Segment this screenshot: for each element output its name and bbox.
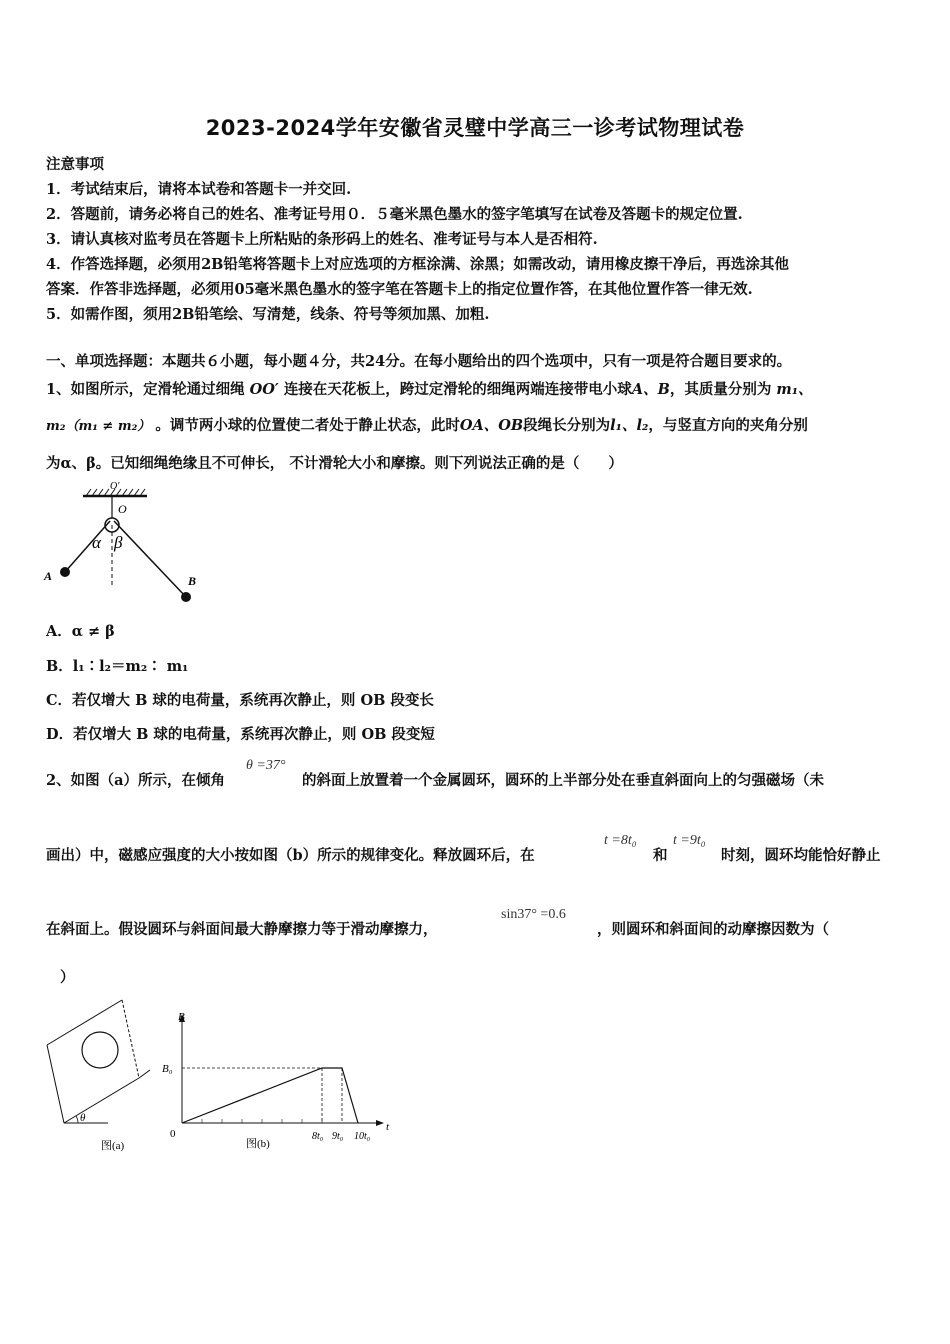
- caption-a: 图(a): [101, 1140, 125, 1152]
- q1-line2: [46, 414, 808, 435]
- b-curve: [182, 1068, 358, 1123]
- notice-item: 1．考试结束后，请将本试卷和答题卡一并交回.: [46, 181, 352, 198]
- rope-oa: [65, 521, 110, 572]
- y-label: B: [178, 1011, 185, 1023]
- q2-line2-a: 画出）中，磁感应强度的大小按如图（b）所示的规律变化。释放圆环后，在: [46, 847, 535, 864]
- ball-b: [181, 592, 191, 602]
- q1-option-d: D．若仅增大 B 球的电荷量，系统再次静止，则 OB 段变短: [46, 726, 435, 743]
- q1-text: 连接在天花板上，跨过定滑轮的细绳两端连接带电小球: [283, 381, 632, 398]
- q2-line1-a: 2、如图（a）所示，在倾角: [46, 772, 225, 789]
- q2-sin-formula: sin37° =0.6: [501, 907, 566, 922]
- label-o: O: [118, 502, 127, 516]
- q2-line4: ）: [60, 969, 75, 986]
- origin-label: 0: [170, 1128, 176, 1140]
- label-a: A: [44, 569, 53, 583]
- q2-figure-a: [42, 990, 172, 1155]
- incline-edge-top: [47, 1000, 122, 1045]
- q1-symbol-m1: m₁、: [776, 381, 813, 398]
- q1-text: ，与竖直方向的夹角分别: [648, 417, 808, 434]
- q1-line3: 为α、β。已知细绳绝缘且不可伸长， 不计滑轮大小和摩擦。则下列说法正确的是（ ）: [46, 455, 623, 472]
- q1-option-b: B．l₁∶l₂＝m₂∶ m₁: [46, 658, 189, 675]
- label-o-prime: O′: [110, 481, 120, 492]
- q2-line3-a: 在斜面上。假设圆环与斜面间最大静摩擦力等于滑动摩擦力，: [46, 921, 438, 938]
- q2-time-formula-2: t =9t₀: [673, 833, 706, 848]
- notice-item: 答案．作答非选择题，必须用05毫米黑色墨水的签字笔在答题卡上的指定位置作答，在其他位置作答一律无效.: [46, 281, 753, 298]
- label-b: B: [188, 574, 197, 588]
- q1-pulley-figure: [40, 476, 210, 611]
- q1-symbol-l: l₁、l₂: [610, 417, 649, 434]
- q1-text: 段绳长分别为: [523, 417, 611, 434]
- field-boundary: [122, 1000, 139, 1078]
- caption-b: 图(b): [246, 1138, 270, 1150]
- notice-item: 2．答题前，请务必将自己的姓名、准考证号用０．５毫米黑色墨水的签字笔填写在试卷及答题卡的规定位置.: [46, 206, 743, 223]
- q2-theta-formula: θ =37°: [246, 758, 286, 773]
- metal-ring: [82, 1032, 118, 1068]
- q1-line1: [46, 378, 813, 399]
- q1-text: 。调节两小球的位置使二者处于静止状态，此时: [155, 417, 460, 434]
- page-title: 2023-2024学年安徽省灵璧中学高三一诊考试物理试卷: [205, 116, 745, 140]
- q1-symbol-oo: OO′: [249, 381, 279, 398]
- notice-heading: 注意事项: [46, 156, 104, 173]
- incline-edge-left: [47, 1045, 64, 1123]
- y-tick-b0: B₀: [162, 1063, 173, 1075]
- notice-item: 4．作答选择题，必须用2B铅笔将答题卡上对应选项的方框涂满、涂黑；如需改动，请用橡皮擦干净后，再选涂其他: [46, 256, 789, 273]
- angle-arc: [76, 1116, 78, 1123]
- x-tick-10t0: 10t₀: [354, 1131, 371, 1142]
- q2-line2-and: 和: [653, 847, 668, 864]
- incline-edge-extend: [139, 1070, 150, 1078]
- q1-symbol-oaob: OA、OB: [459, 417, 524, 434]
- q1-option-a: A．α ≠ β: [46, 623, 115, 640]
- q1-symbol-ab: A、B: [631, 381, 670, 398]
- x-tick-9t0: 9t₀: [332, 1131, 344, 1142]
- x-label: t: [386, 1121, 390, 1133]
- notice-item: 5．如需作图，须用2B铅笔绘、写清楚，线条、符号等须加黑、加粗.: [46, 306, 490, 323]
- q2-line3-b: ，则圆环和斜面间的动摩擦因数为（: [597, 921, 829, 938]
- notice-item: 3．请认真核对监考员在答题卡上所粘贴的条形码上的姓名、准考证号与本人是否相符.: [46, 231, 598, 248]
- q1-text: 1、如图所示，定滑轮通过细绳: [46, 381, 245, 398]
- x-axis-ticks: [202, 1119, 322, 1123]
- x-tick-8t0: 8t₀: [312, 1131, 324, 1142]
- q2-figure-b: [160, 1008, 395, 1156]
- rope-ob: [114, 521, 186, 597]
- label-alpha: α: [92, 533, 101, 552]
- x-axis-arrow: [376, 1120, 384, 1126]
- q2-time-formula-1: t =8t₀: [604, 833, 637, 848]
- ball-a: [60, 567, 70, 577]
- section-heading: 一、单项选择题：本题共６小题，每小题４分，共24分。在每小题给出的四个选项中，只有一项是符合题目要求的。: [46, 353, 792, 370]
- q1-text: ，其质量分别为: [669, 381, 772, 398]
- incline-edge-bottom: [64, 1078, 139, 1123]
- q2-line2-b: 时刻，圆环均能恰好静止: [721, 847, 881, 864]
- label-beta: β: [114, 533, 123, 552]
- q2-line1-b: 的斜面上放置着一个金属圆环，圆环的上半部分处在垂直斜面向上的匀强磁场（未: [302, 772, 824, 789]
- q1-option-c: C．若仅增大 B 球的电荷量，系统再次静止，则 OB 段变长: [46, 692, 434, 709]
- q1-symbol-m2: m₂（m₁ ≠ m₂）: [46, 419, 151, 434]
- label-theta: θ: [80, 1112, 86, 1124]
